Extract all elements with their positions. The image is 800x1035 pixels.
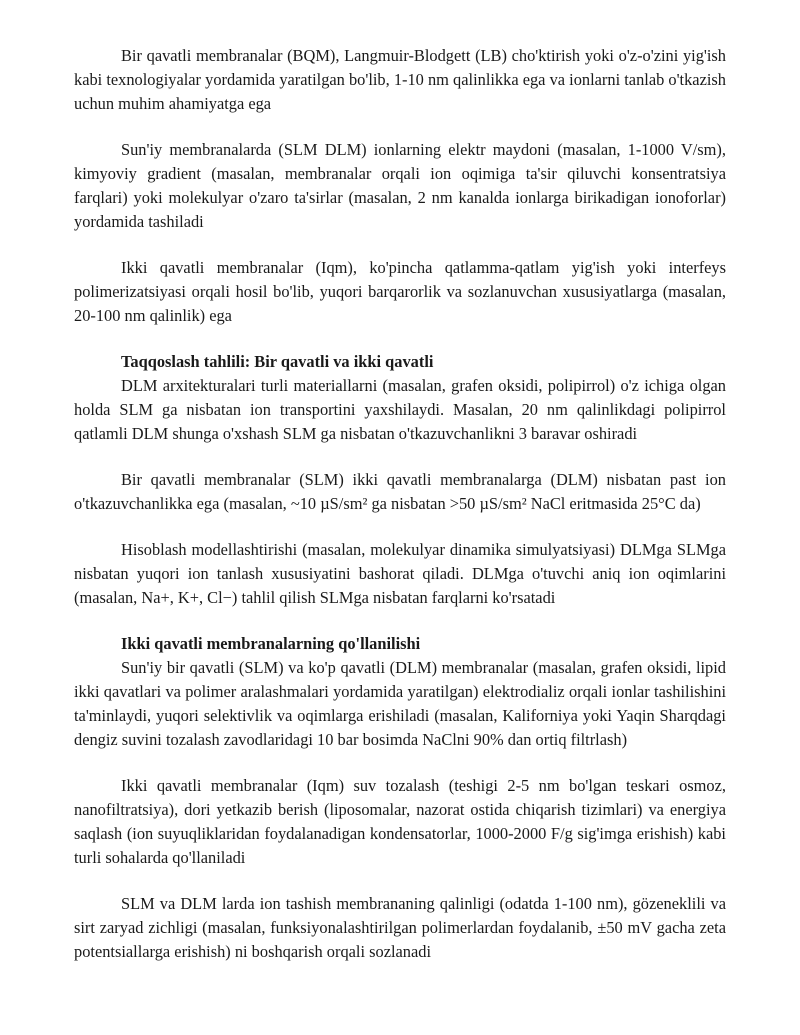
paragraph-ion-transport-mechanisms: Sun'iy membranalarda (SLM DLM) ionlarning elektr maydoni (masalan, 1-1000 V/sm), kimyoviy gradient (masalan, membranalar orqali ion oqimiga ta'sir qiluvchi konsentratsiya farqlari) yoki molekulyar o'zaro ta'sirlar (masalan, 2 nm kanalda ionlarga birikadigan ionoforlar) yordamida tashiladi	[74, 140, 726, 231]
paragraph-bilayer-intro: Ikki qavatli membranalar (Iqm), ko'pincha qatlamma-qatlam yig'ish yoki interfeys polimerizatsiyasi orqali hosil bo'lib, yuqori barqarorlik va sozlanuvchan xususiyatlarga (masalan, 20-100 nm qalinlik) ega	[74, 258, 726, 325]
section-heading-comparison: Taqqoslash tahlili: Bir qavatli va ikki qavatli	[121, 352, 434, 371]
paragraph-conductivity-comparison: Bir qavatli membranalar (SLM) ikki qavatli membranalarga (DLM) nisbatan past ion o'tkazuvchanlikka ega (masalan, ~10 µS/sm² ga nisbatan >50 µS/sm² NaCl eritmasida 25°C da)	[74, 470, 726, 513]
paragraph-computational-modeling: Hisoblash modellashtirishi (masalan, molekulyar dinamika simulyatsiyasi) DLMga SLMga nisbatan yuqori ion tanlash xususiyatini bashorat qiladi. DLMga o'tuvchi aniq ion oqimlarini (masalan, Na+, K+, Cl−) tahlil qilish SLMga nisbatan farqlarni ko'rsatadi	[74, 540, 726, 607]
paragraph-monolayer-intro: Bir qavatli membranalar (BQM), Langmuir-Blodgett (LB) cho'ktirish yoki o'z-o'zini yig'ish kabi texnologiyalar yordamida yaratilgan bo'lib, 1-10 nm qalinlikka ega va ionlarni tanlab o'tkazish uchun muhim ahamiyatga ega	[74, 46, 726, 113]
paragraph-bilayer-applications: Ikki qavatli membranalar (Iqm) suv tozalash (teshigi 2-5 nm bo'lgan teskari osmoz, nanofiltratsiya), dori yetkazib berish (liposomalar, nazorat ostida chiqarish tizimlari) va energiya saqlash (ion suyuqliklaridan foydalanadigan kondensatorlar, 1000-2000 F/g sig'imga erishish) kabi turli sohalarda qo'llaniladi	[74, 776, 726, 867]
section-heading-applications: Ikki qavatli membranalarning qo'llanilishi	[121, 634, 421, 653]
paragraph-tuning-transport: SLM va DLM larda ion tashish membrananing qalinligi (odatda 1-100 nm), gözeneklili va sirt zaryad zichligi (masalan, funksiyonalashtirilgan polimerlardan foydalanib, ±50 mV gacha zeta potentsiallarga erishish) ni boshqarish orqali sozlanadi	[74, 894, 726, 961]
paragraph-dlm-architectures: DLM arxitekturalari turli materiallarni (masalan, grafen oksidi, polipirrol) o'z ichiga olgan holda SLM ga nisbatan ion transportini yaxshilaydi. Masalan, 20 nm qalinlikdagi polipirrol qatlamli DLM shunga o'xshash SLM ga nisbatan o'tkazuvchanlikni 3 baravar oshiradi	[74, 376, 726, 443]
paragraph-electrodialysis: Sun'iy bir qavatli (SLM) va ko'p qavatli (DLM) membranalar (masalan, grafen oksidi, lipid ikki qavatlari va polimer aralashmalari yordamida yaratilgan) elektrodializ orqali ionlar tashilishini ta'minlaydi, yuqori selektivlik va oqimlarga erishiladi (masalan, Kaliforniya yoki Yaqin Sharqdagi dengiz suvini tozalash zavodlaridagi 10 bar bosimda NaClni 90% dan ortiq filtrlash)	[74, 658, 726, 749]
